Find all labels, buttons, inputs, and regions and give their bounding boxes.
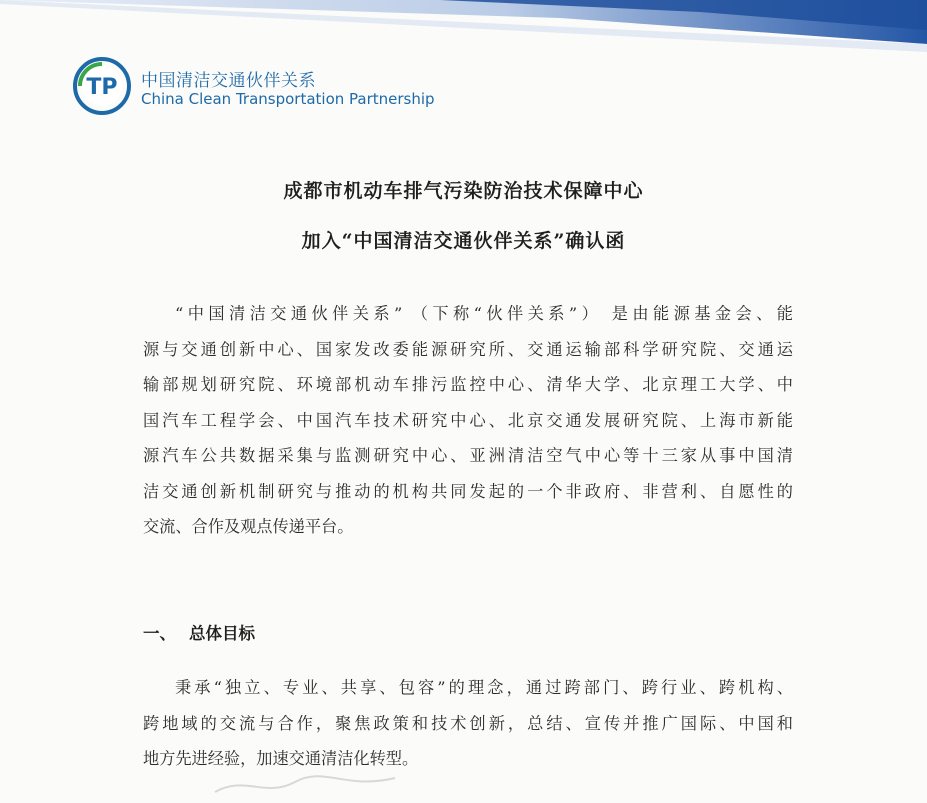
intro-line: 交流、合作及观点传递平台。 [143, 517, 354, 536]
intro-line: 源与交通创新中心、国家发改委能源研究所、交通运输部科学研究院、交通运 [143, 339, 793, 359]
faint-signature-bleed-icon [205, 770, 405, 800]
section-number: 一、 [143, 624, 176, 643]
section-heading-overall-goal [143, 620, 255, 644]
intro-line: “中国清洁交通伙伴关系” （下称“伙伴关系”） 是由能源基金会、能 [175, 304, 793, 323]
header-decorative-band [0, 0, 927, 140]
goal-line: 跨地域的交流与合作，聚焦政策和技术创新，总结、宣传并推广国际、中国和 [143, 713, 793, 733]
goal-line: 秉承“独立、专业、共享、包容”的理念，通过跨部门、跨行业、跨机构、 [175, 678, 793, 697]
goal-line: 地方先进经验，加速交通清洁化转型。 [143, 749, 419, 768]
intro-line: 洁交通创新机制研究与推动的机构共同发起的一个非政府、非营利、自愿性的 [143, 481, 793, 501]
intro-line: 国汽车工程学会、中国汽车技术研究中心、北京交通发展研究院、上海市新能 [143, 410, 793, 430]
section-title: 总体目标 [189, 624, 255, 643]
intro-line: 源汽车公共数据采集与监测研究中心、亚洲清洁空气中心等十三家从事中国清 [143, 446, 793, 465]
document-title-line-2: 加入“中国清洁交通伙伴关系”确认函 [301, 230, 626, 252]
intro-paragraph [143, 296, 793, 545]
org-name-chinese: 中国清洁交通伙伴关系 [141, 71, 316, 91]
intro-line: 输部规划研究院、环境部机动车排污监控中心、清华大学、北京理工大学、中 [143, 375, 793, 394]
org-name-english: China Clean Transportation Partnership [141, 90, 435, 108]
svg-text:TP: TP [86, 75, 118, 100]
overall-goal-paragraph [143, 670, 793, 777]
document-title-line-1: 成都市机动车排气污染防治技术保障中心 [283, 180, 644, 202]
ccpt-logo-icon [72, 56, 132, 116]
